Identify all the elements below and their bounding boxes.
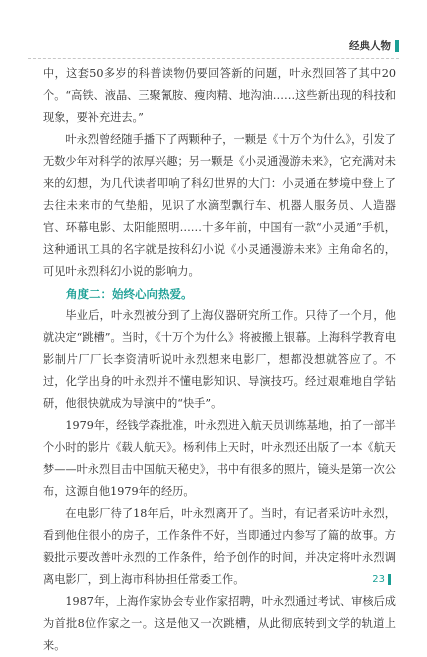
- page-number: [372, 574, 391, 585]
- paragraph: 1979年，经钱学森批准，叶永烈进入航天员训练基地，拍了一部半个小时的影片《载人航天》。杨利伟上天时，叶永烈还出版了一本《航天梦——叶永烈目击中国航天秘史》，书中有很多的照片，镜头是第一次公布，这源自他1979年的经历。: [43, 419, 396, 498]
- section-title: 经典人物: [349, 40, 391, 52]
- paragraph: 1987年，上海作家协会专业作家招聘，叶永烈通过考试、审核后成为首批8位作家之一。这是他又一次跳槽，从此彻底转到文学的轨道上来。: [43, 595, 396, 652]
- section-heading: 角度二：始终心向热爱。: [66, 287, 193, 301]
- paragraph: 在电影厂待了18年后，叶永烈离开了。当时，有记者采访叶永烈，看到他住很小的房子，工作条件不好，当即通过内参写了篇的故事。方毅批示要改善叶永烈的工作条件，给予创作的时间，并决定将叶永烈调离电影厂，到上海市科协担任常委工作。: [43, 507, 396, 586]
- running-header: [349, 38, 399, 53]
- page-number-accent-bar: [388, 574, 391, 585]
- paragraph: 毕业后，叶永烈被分到了上海仪器研究所工作。只待了一个月，他就决定“跳槽”。当时，《十万个为什么》将被搬上银幕。上海科学教育电影制片厂厂长李资清听说叶永烈想来电影厂，想都没想就答应了。不过，化学出身的叶永烈并不懂电影知识、导演技巧。经过艰难地自学钻研，他很快就成为导演中的“快手”。: [43, 309, 396, 410]
- paragraph: 中，这套50多岁的科普读物仍要回答新的问题，叶永烈回答了其中20个。“高铁、液晶、三聚氰胺、瘦肉精、地沟油……这些新出现的科技和现象，要补充进去。”: [43, 67, 396, 124]
- article-body: [43, 63, 396, 657]
- page-number-text: 23: [372, 574, 385, 585]
- header-accent-bar: [395, 40, 399, 52]
- paragraph: 叶永烈曾经随手播下了两颗种子，一颗是《十万个为什么》，引发了无数少年对科学的浓厚兴趣；另一颗是《小灵通漫游未来》，它充满对未来的幻想，为几代读者叩响了科幻世界的大门：小灵通在梦境中登上了去往未来市的气垫船，见识了水滴型飘行车、机器人服务员、人造器官、环幕电影、太阳能照明……十多年前，中国有一款“小灵通”手机，这种通讯工具的名字就是按科幻小说《小灵通漫游未来》主角命名的，可见叶永烈科幻小说的影响力。: [43, 133, 396, 278]
- header-divider: [28, 58, 399, 59]
